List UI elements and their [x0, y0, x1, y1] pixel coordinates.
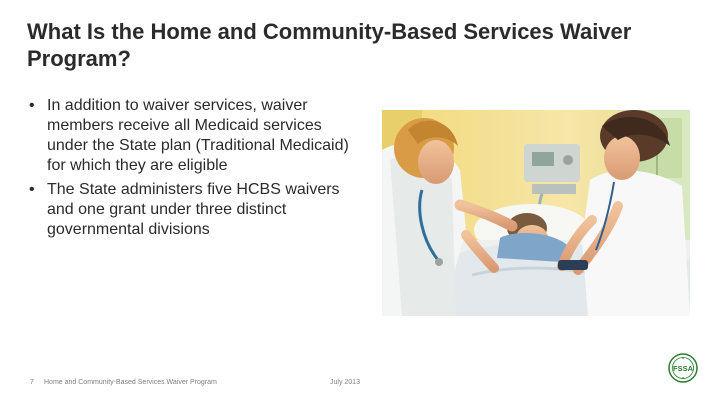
bullet-text: The State administers five HCBS waivers and one grant under three distinct governmental divisions [47, 181, 340, 238]
page-number: 7 [30, 379, 34, 386]
bullet-marker: • [29, 181, 35, 198]
nurses-caring-for-patient-photo [382, 110, 690, 316]
slide-title: What Is the Home and Community-Based Services Waiver Program? [27, 19, 632, 71]
bullet-text: In addition to waiver services, waiver members receive all Medicaid services under the State plan (Traditional Medicaid) for which they are eligible [47, 97, 349, 174]
bullet-list [28, 96, 358, 240]
svg-text:FSSA: FSSA [672, 364, 694, 373]
fssa-logo-icon [668, 353, 698, 383]
footer-program-name: Home and Community-Based Services Waiver Program [44, 379, 217, 386]
bullet-item [28, 180, 358, 240]
bullet-item [28, 96, 358, 176]
bullet-marker: • [29, 97, 35, 114]
footer-date: July 2013 [330, 379, 360, 386]
